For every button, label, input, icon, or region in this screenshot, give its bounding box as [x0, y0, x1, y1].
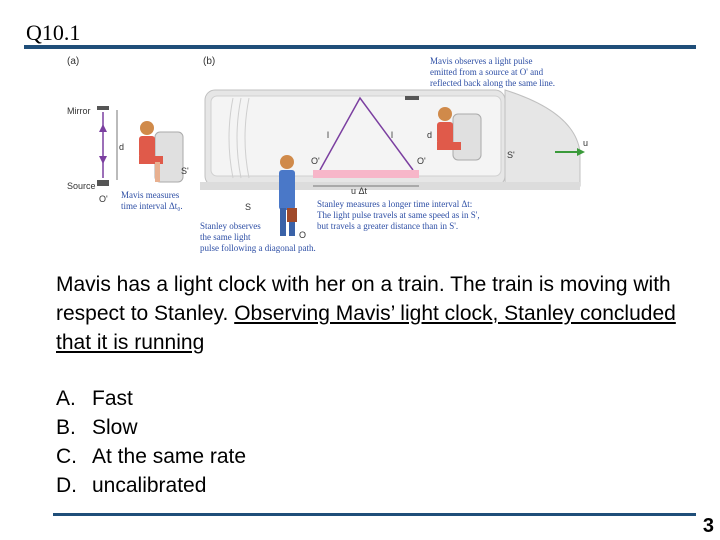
path-l-right-label: l: [391, 130, 393, 140]
source-label: Source: [67, 181, 96, 191]
mavis-caption-line2: time interval Δt₀.: [121, 201, 183, 211]
arrow-up-icon: [99, 124, 107, 132]
path-l-left-label: l: [327, 130, 329, 140]
pulse-travel-strip: [313, 170, 419, 178]
source-icon: [97, 180, 109, 186]
arrow-down-icon: [99, 156, 107, 164]
mavis-observes-line3: reflected back along the same line.: [430, 78, 555, 88]
origin-o-label: O: [299, 230, 307, 240]
distance-d-label: d: [119, 142, 125, 152]
train-mirror-icon: [405, 96, 419, 100]
option-text: Fast: [92, 387, 133, 410]
velocity-u-label: u: [583, 138, 589, 148]
panel-a-label: (a): [67, 56, 80, 67]
option-a[interactable]: [56, 384, 246, 413]
stanley-measures-line3: but travels a greater distance than in S'.: [317, 221, 459, 231]
option-letter: D.: [56, 474, 77, 497]
s-prime-label-a: S': [181, 166, 189, 176]
mavis-observes-line2: emitted from a source at O' and: [430, 67, 544, 77]
stanley-observes-line2: the same light: [200, 232, 251, 242]
option-b[interactable]: [56, 413, 246, 442]
bottom-divider: [53, 513, 696, 516]
option-text: uncalibrated: [92, 474, 207, 497]
option-text: Slow: [92, 416, 138, 439]
answer-options: [56, 384, 246, 500]
mirror-label: Mirror: [67, 106, 91, 116]
s-label: S: [245, 202, 252, 212]
panel-b-label: (b): [203, 56, 216, 67]
mavis-observes-line1: Mavis observes a light pulse: [430, 56, 533, 66]
mavis-figure-a: [139, 121, 183, 182]
slide-label: Q10.1: [26, 20, 81, 45]
u-delta-t-label: u Δt: [351, 186, 368, 196]
stanley-observes-line3: pulse following a diagonal path.: [200, 243, 316, 253]
s-prime-label-b: S': [507, 150, 515, 160]
origin-o-prime-left: O': [311, 156, 320, 166]
question-part1: Mavis has a light clock with her on a train. The train is moving with respect to Stanley.: [56, 273, 671, 325]
origin-o-prime-right: O': [417, 156, 426, 166]
stanley-observes-line1: Stanley observes: [200, 221, 261, 231]
arrow-right-icon: [577, 148, 585, 156]
option-letter: A.: [56, 387, 76, 410]
option-letter: C.: [56, 445, 77, 468]
option-text: At the same rate: [92, 445, 247, 468]
question-underlined: Observing Mavis’ light clock, Stanley concluded that it is running: [56, 302, 676, 354]
option-c[interactable]: [56, 442, 246, 471]
mavis-caption-line1: Mavis measures: [121, 190, 180, 200]
option-letter: B.: [56, 416, 76, 439]
origin-o-prime-label: O': [99, 194, 108, 204]
top-divider: [24, 45, 696, 49]
light-clock-figure: [55, 52, 595, 262]
question-text: [56, 270, 716, 357]
distance-d-label-b: d: [427, 130, 433, 140]
option-d[interactable]: [56, 471, 246, 500]
stanley-measures-line2: The light pulse travels at same speed as in S',: [317, 210, 480, 220]
page-number: 3: [702, 515, 714, 537]
stanley-measures-line1: Stanley measures a longer time interval Δt:: [317, 199, 473, 209]
mirror-icon: [97, 106, 109, 110]
